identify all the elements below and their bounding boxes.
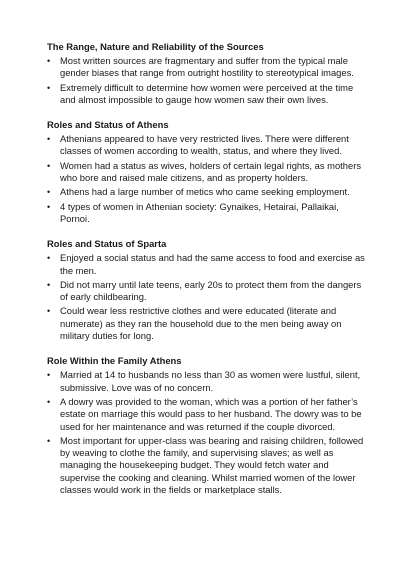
bullet-item: • Married at 14 to husbands no less than 30 as women were lustful, silent, submissive. Love was of no concern.	[47, 369, 365, 394]
bullet-list	[47, 55, 365, 106]
document-page	[47, 41, 365, 509]
bullet-item: • Did not marry until late teens, early 20s to protect them from the dangers of early childbearing.	[47, 279, 365, 304]
bullet-item: • Most important for upper-class was bearing and raising children, followed by weaving to clothe the family, and supervising slaves; as well as managing the housekeeping budget. They would fetch water and supervise the cooking and cleaning. Whilst married women of the lower classes would work in the fields or marketplace stalls.	[47, 435, 365, 496]
section-heading: Roles and Status of Athens	[47, 119, 169, 131]
bullet-item: • 4 types of women in Athenian society: Gynaikes, Hetairai, Pallaikai, Pornoi.	[47, 201, 365, 226]
section-athens-roles	[47, 119, 365, 225]
bullet-item: • Most written sources are fragmentary and suffer from the typical male gender biases that range from outright hostility to stereotypical images.	[47, 55, 365, 80]
section-heading: The Range, Nature and Reliability of the Sources	[47, 41, 264, 52]
bullet-item: • Could wear less restrictive clothes and were educated (literate and numerate) as they ran the household due to the men being away on military duties for long.	[47, 305, 365, 342]
bullet-item: • Women had a status as wives, holders of certain legal rights, as mothers who bore and raised male citizens, and as property holders.	[47, 160, 365, 185]
bullet-item: • Athens had a large number of metics who came seeking employment.	[47, 186, 365, 198]
bullet-item: • Enjoyed a social status and had the same access to food and exercise as the men.	[47, 252, 365, 277]
section-heading: Role Within the Family Athens	[47, 355, 182, 367]
section-sources	[47, 41, 365, 106]
bullet-list	[47, 133, 365, 225]
section-heading: Roles and Status of Sparta	[47, 238, 167, 250]
bullet-item: • A dowry was provided to the woman, which was a portion of her father’s estate on marriage this would pass to her husband. The dowry was to be used for her maintenance and was returned if the couple divorced.	[47, 396, 365, 433]
section-sparta-roles	[47, 238, 365, 342]
bullet-item: • Athenians appeared to have very restricted lives. There were different classes of women according to wealth, status, and where they lived.	[47, 133, 365, 158]
bullet-list	[47, 369, 365, 496]
bullet-list	[47, 252, 365, 342]
section-family-athens	[47, 355, 365, 496]
bullet-item: • Extremely difficult to determine how women were perceived at the time and almost impossible to gauge how women saw their own lives.	[47, 82, 365, 107]
